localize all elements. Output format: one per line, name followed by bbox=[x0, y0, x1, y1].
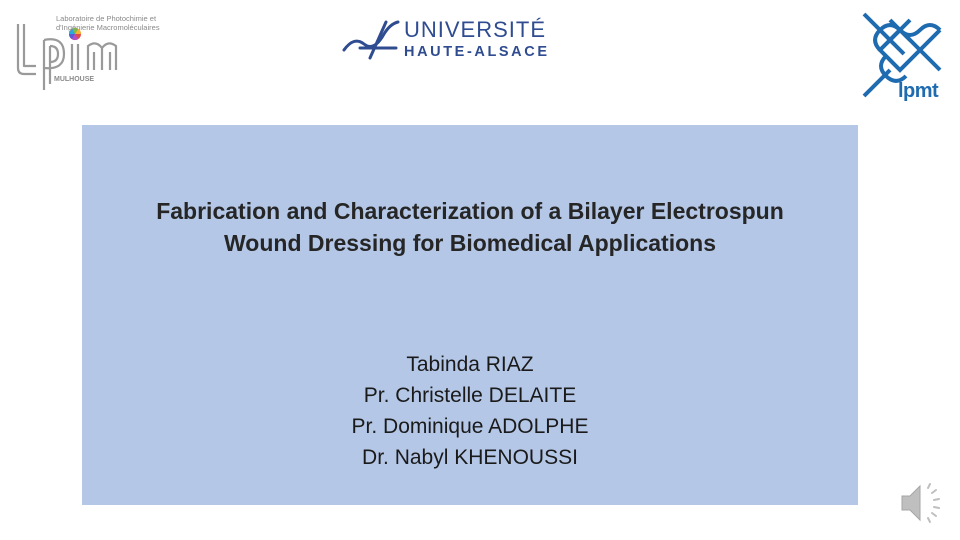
lpim-logo bbox=[14, 10, 174, 92]
lpmt-wordmark: lpmt bbox=[898, 80, 939, 102]
author-name: Pr. Dominique ADOLPHE bbox=[351, 415, 589, 438]
uha-title-line2: HAUTE-ALSACE bbox=[404, 44, 550, 60]
lpmt-logo bbox=[860, 10, 950, 100]
author-name: Dr. Nabyl KHENOUSSI bbox=[362, 446, 578, 469]
title-panel bbox=[82, 125, 858, 505]
uha-logo bbox=[340, 14, 580, 66]
title-line-1: Fabrication and Characterization of a Bilayer Electrospun bbox=[156, 198, 784, 224]
uha-title-line1: UNIVERSITÉ bbox=[404, 17, 547, 42]
lpim-lab-name: Laboratoire de Photochimie et d'Ingénierie Macromoléculaires bbox=[56, 14, 160, 32]
speaker-icon[interactable] bbox=[896, 478, 946, 528]
author-list bbox=[82, 349, 858, 473]
author-name: Pr. Christelle DELAITE bbox=[363, 384, 577, 407]
uha-logo-mark bbox=[340, 14, 404, 66]
author-name: Tabinda RIAZ bbox=[406, 353, 534, 376]
lpim-city: MULHOUSE bbox=[54, 76, 95, 83]
presentation-title bbox=[82, 195, 858, 259]
title-line-2: Wound Dressing for Biomedical Applications bbox=[224, 230, 716, 256]
